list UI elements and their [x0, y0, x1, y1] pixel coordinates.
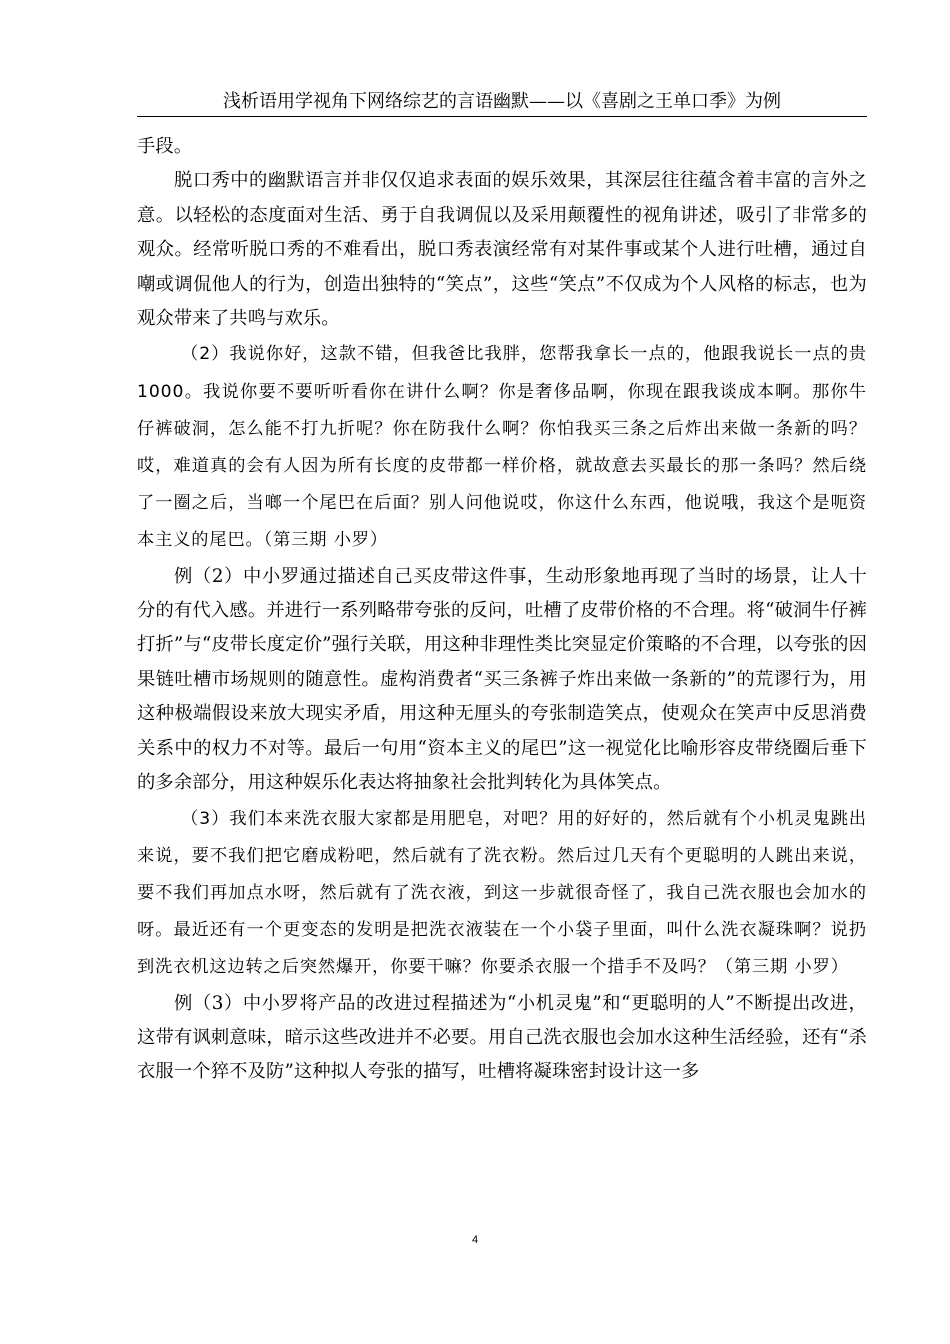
paragraph-analysis-3: 例（3）中小罗将产品的改进过程描述为“小机灵鬼”和“更聪明的人”不断提出改进，这带有讽刺意味，暗示这些改进并不必要。用自己洗衣服也会加水这种生活经验，还有“杀衣服一个猝不及防”这种拟人夸张的描写，吐槽将凝珠密封设计这一多: [137, 992, 867, 1083]
body-text: [137, 130, 867, 1090]
paragraph-intro: 脱口秀中的幽默语言并非仅仅追求表面的娱乐效果，其深层往往蕴含着丰富的言外之意。以轻松的态度面对生活、勇于自我调侃以及采用颠覆性的视角讲述，吸引了非常多的观众。经常听脱口秀的不难看出，脱口秀表演经常有对某件事或某个人进行吐槽，通过自嘲或调侃他人的行为，创造出独特的“笑点”，这些“笑点”不仅成为个人风格的标志，也为观众带来了共鸣与欢乐。: [137, 170, 867, 330]
page-number: 4: [471, 1234, 479, 1246]
paragraph-analysis-2: 例（2）中小罗通过描述自己买皮带这件事，生动形象地再现了当时的场景，让人十分的有代入感。并进行一系列略带夸张的反问，吐槽了皮带价格的不合理。将“破洞牛仔裤打折”与“皮带长度定价”强行关联，用这种非理性类比突显定价策略的不合理，以夸张的因果链吐槽市场规则的随意性。虚构消费者“买三条裤子炸出来做一条新的”的荒谬行为，用这种极端假设来放大现实矛盾，用这种无厘头的夸张制造笑点，使观众在笑声中反思消费关系中的权力不对等。最后一句用“资本主义的尾巴”这一视觉化比喻形容皮带绕圈后垂下的多余部分，用这种娱乐化表达将抽象社会批判转化为具体笑点。: [137, 565, 867, 794]
example-quote-3: （3）我们本来洗衣服大家都是用肥皂，对吧？用的好好的，然后就有个小机灵鬼跳出来说，要不我们把它磨成粉吧，然后就有了洗衣粉。然后过几天有个更聪明的人跳出来说，要不我们再加点水呀，然后就有了洗衣液，到这一步就很奇怪了，我自己洗衣服也会加水的呀。最近还有一个更变态的发明是把洗衣液装在一个小袋子里面，叫什么洗衣凝珠啊？说扔到洗衣机这边转之后突然爆开，你要干嘛？你要杀衣服一个措手不及吗？（第三期 小罗）: [137, 808, 867, 978]
paragraph-continuation: 手段。: [137, 136, 193, 157]
example-quote-2: （2）我说你好，这款不错，但我爸比我胖，您帮我拿长一点的，他跟我说长一点的贵1000。我说你要不要听听看你在讲什么啊？你是奢侈品啊，你现在跟我谈成本啊。那你牛仔裤破洞，怎么能不打九折呢？你在防我什么啊？你怕我买三条之后炸出来做一条新的吗？哎，难道真的会有人因为所有长度的皮带都一样价格，就故意去买最长的那一条吗？然后绕了一圈之后，当啷一个尾巴在后面？别人问他说哎，你这什么东西，他说哦，我这个是呃资本主义的尾巴。（第三期 小罗）: [137, 344, 867, 551]
running-header: 浅析语用学视角下网络综艺的言语幽默——以《喜剧之王单口季》为例: [137, 88, 867, 117]
